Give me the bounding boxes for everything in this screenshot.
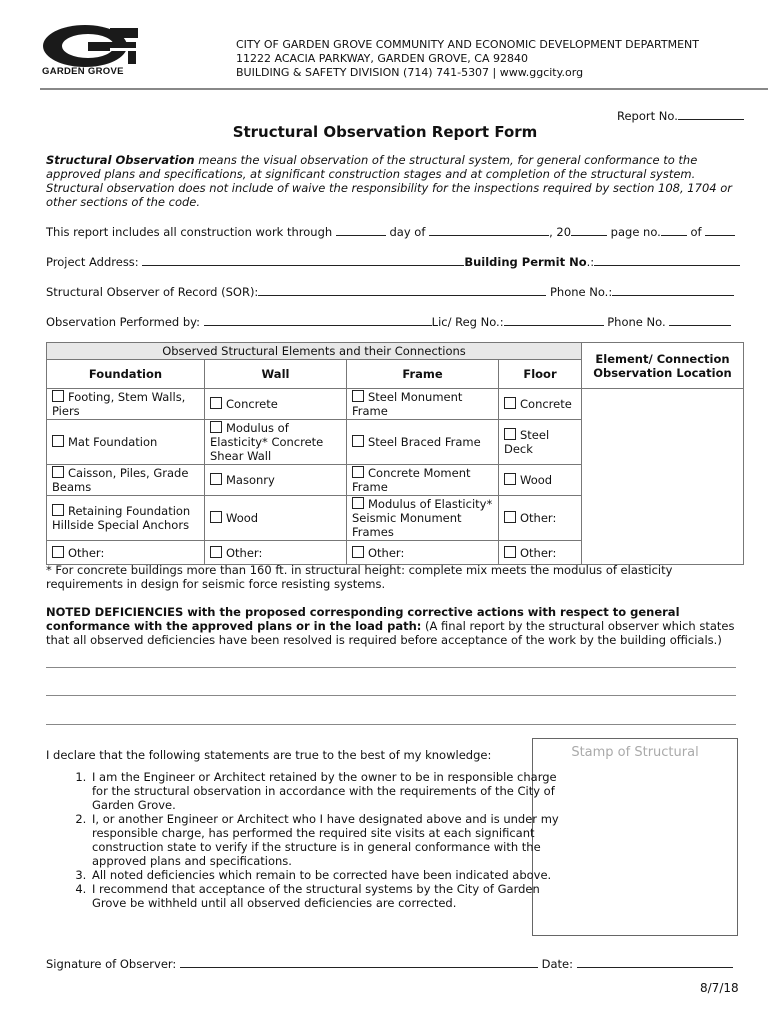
definition-term: Structural Observation: [46, 153, 195, 167]
department-name: CITY OF GARDEN GROVE COMMUNITY AND ECONOMIC DEVELOPMENT DEPARTMENT: [236, 38, 700, 51]
option-label: Other:: [520, 511, 557, 525]
checkbox[interactable]: [504, 546, 516, 558]
frame-option[interactable]: [347, 496, 499, 541]
report-number-blank[interactable]: [678, 108, 744, 120]
permit-suffix: .:: [586, 255, 595, 269]
option-label: Concrete Moment Frame: [352, 466, 471, 494]
checkbox[interactable]: [352, 466, 364, 478]
option-label: Concrete: [520, 397, 572, 411]
option-label: Footing, Stem Walls, Piers: [52, 390, 186, 418]
list-item: 1. I am the Engineer or Architect retained by the owner to be in responsible charge for the structural observation in accordance with the requirements of the City of Garden Grove.: [90, 770, 560, 812]
checkbox[interactable]: [52, 435, 64, 447]
year-blank[interactable]: [571, 224, 607, 236]
frame-option[interactable]: [347, 420, 499, 465]
list-item: 4. I recommend that acceptance of the structural systems by the City of Garden Grove be withheld until all observed deficiencies are corrected.: [90, 882, 560, 910]
checkbox[interactable]: [210, 546, 222, 558]
checkbox[interactable]: [210, 421, 222, 433]
checkbox[interactable]: [504, 511, 516, 523]
permit-blank[interactable]: [594, 254, 740, 266]
checkbox[interactable]: [52, 546, 64, 558]
form-title: Structural Observation Report Form: [232, 123, 538, 141]
work-through-line: [46, 224, 735, 239]
wall-option[interactable]: [205, 496, 347, 541]
month-blank[interactable]: [429, 224, 549, 236]
option-label: Steel Deck: [504, 428, 550, 456]
lic-blank[interactable]: [504, 314, 604, 326]
foundation-option[interactable]: [47, 496, 205, 541]
page-no-blank[interactable]: [661, 224, 687, 236]
wall-header: Wall: [205, 360, 347, 389]
project-address-blank[interactable]: [142, 254, 464, 266]
sor-label: Structural Observer of Record (SOR):: [46, 285, 259, 299]
foundation-option[interactable]: [47, 420, 205, 465]
wall-option[interactable]: [205, 420, 347, 465]
lic-label: Lic/ Reg No.:: [431, 315, 504, 329]
checkbox[interactable]: [504, 428, 516, 440]
floor-option[interactable]: [499, 420, 582, 465]
floor-option[interactable]: [499, 465, 582, 496]
checkbox[interactable]: [52, 466, 64, 478]
checkbox[interactable]: [210, 473, 222, 485]
department-contact: BUILDING & SAFETY DIVISION (714) 741-5307 | www.ggcity.org: [236, 66, 584, 79]
definition-text: means the visual observation of the structural system, for general conformance to the approved plans and specifications, at significant construction stages and at completion of the structural system. Structural observation does not include of waive the responsibility for the inspections required by section 108, 1704 or other sections of the code.: [46, 153, 732, 209]
option-label: Concrete: [226, 397, 278, 411]
option-label: Caisson, Piles, Grade Beams: [52, 466, 189, 494]
option-label: Wood: [520, 473, 553, 487]
performer-phone-blank[interactable]: [669, 314, 731, 326]
deficiency-line-1[interactable]: [46, 667, 736, 668]
option-label: Wood: [226, 511, 259, 525]
option-label: Steel Braced Frame: [368, 435, 481, 449]
header-divider: [40, 88, 768, 90]
option-label: Other:: [226, 545, 263, 560]
project-address-label: Project Address:: [46, 255, 139, 269]
of-label: of: [690, 225, 702, 239]
foundation-header: Foundation: [47, 360, 205, 389]
table-row: [47, 389, 744, 420]
location-header: Element/ Connection Observation Location: [582, 343, 744, 389]
sor-phone-label: Phone No.:: [549, 285, 613, 299]
permit-label: Building Permit No: [464, 255, 587, 269]
revision-date: 8/7/18: [700, 981, 739, 995]
logo-text: GARDEN GROVE: [42, 66, 124, 77]
option-label: Modulus of Elasticity* Seismic Monument Frames: [352, 497, 493, 539]
checkbox[interactable]: [352, 390, 364, 402]
sor-line: [46, 284, 734, 299]
floor-option[interactable]: [499, 541, 582, 565]
option-label: Modulus of Elasticity* Concrete Shear Wall: [210, 421, 324, 463]
sor-blank[interactable]: [258, 284, 546, 296]
modulus-note: * For concrete buildings more than 160 ft. in structural height: complete mix meets the modulus of elasticity requirements in design for seismic force resisting systems.: [46, 563, 673, 591]
frame-header: Frame: [347, 360, 499, 389]
elements-table: [46, 342, 744, 565]
foundation-option[interactable]: [47, 465, 205, 496]
floor-header: Floor: [499, 360, 582, 389]
deficiency-line-2[interactable]: [46, 695, 736, 696]
definition-paragraph: [46, 153, 746, 209]
checkbox[interactable]: [52, 390, 64, 402]
wall-option[interactable]: [205, 465, 347, 496]
deficiencies-text: (A final report by the structural observer which states that all observed deficiencies have been resolved is required before acceptance of the work by the building officials.): [46, 619, 735, 647]
checkbox[interactable]: [210, 397, 222, 409]
checkbox[interactable]: [352, 497, 364, 509]
foundation-option[interactable]: [47, 389, 205, 420]
stamp-box: [532, 738, 738, 936]
performed-by-label: Observation Performed by:: [46, 315, 200, 329]
foundation-option[interactable]: [47, 541, 205, 565]
frame-option[interactable]: [347, 465, 499, 496]
day-of-label: day of: [389, 225, 426, 239]
option-label: Masonry: [226, 473, 275, 487]
sor-phone-blank[interactable]: [612, 284, 734, 296]
deficiency-line-3[interactable]: [46, 724, 736, 725]
list-item: 3. All noted deficiencies which remain to be corrected have been indicated above.: [90, 868, 560, 882]
deficiencies-paragraph: [46, 605, 746, 647]
option-label: Other:: [68, 545, 105, 560]
year-label: , 20: [549, 225, 572, 239]
page-total-blank[interactable]: [705, 224, 735, 236]
floor-option[interactable]: [499, 496, 582, 541]
wall-option[interactable]: [205, 389, 347, 420]
stamp-label: Stamp of Structural: [571, 745, 699, 760]
option-label: Mat Foundation: [68, 435, 158, 449]
frame-option[interactable]: [347, 389, 499, 420]
declaration-intro: I declare that the following statements are true to the best of my knowledge:: [46, 748, 492, 762]
floor-option[interactable]: [499, 389, 582, 420]
performed-by-line: [46, 314, 731, 329]
location-cell[interactable]: [582, 389, 744, 565]
page-no-label: page no.: [610, 225, 661, 239]
signature-label: Signature of Observer:: [46, 957, 177, 971]
option-label: Other:: [520, 545, 557, 560]
wall-option[interactable]: [205, 541, 347, 565]
deficiencies-heading: NOTED DEFICIENCIES with the proposed corresponding corrective actions with respect to general conformance with the approved plans or in the load path:: [46, 605, 680, 633]
performed-by-blank[interactable]: [204, 314, 432, 326]
department-address: 11222 ACACIA PARKWAY, GARDEN GROVE, CA 92840: [236, 52, 528, 65]
option-label: Steel Monument Frame: [352, 390, 463, 418]
project-address-line: [46, 254, 740, 269]
checkbox[interactable]: [504, 473, 516, 485]
checkbox[interactable]: [210, 511, 222, 523]
date-label: Date:: [541, 957, 573, 971]
option-label: Other:: [368, 545, 405, 560]
list-item: 2. I, or another Engineer or Architect who I have designated above and is under my responsible charge, has performed the required site visits at each significant construction state to verify if the structure is in general conformance with the approved plans and specifications.: [90, 812, 560, 868]
department-header: [236, 38, 699, 80]
declaration-list: [46, 770, 560, 910]
work-through-label: This report includes all construction work through: [46, 225, 333, 239]
checkbox[interactable]: [504, 397, 516, 409]
signature-line: [46, 956, 733, 971]
work-through-blank[interactable]: [336, 224, 386, 236]
checkbox[interactable]: [352, 546, 364, 558]
date-blank[interactable]: [577, 956, 733, 968]
checkbox[interactable]: [352, 435, 364, 447]
option-label: Retaining Foundation Hillside Special Anchors: [52, 504, 191, 532]
signature-blank[interactable]: [180, 956, 538, 968]
performer-phone-label: Phone No.: [607, 315, 666, 329]
table-caption: Observed Structural Elements and their Connections: [47, 343, 582, 360]
report-number-label: Report No.: [617, 109, 678, 123]
report-number-field[interactable]: [617, 108, 744, 123]
frame-option[interactable]: [347, 541, 499, 565]
checkbox[interactable]: [52, 504, 64, 516]
